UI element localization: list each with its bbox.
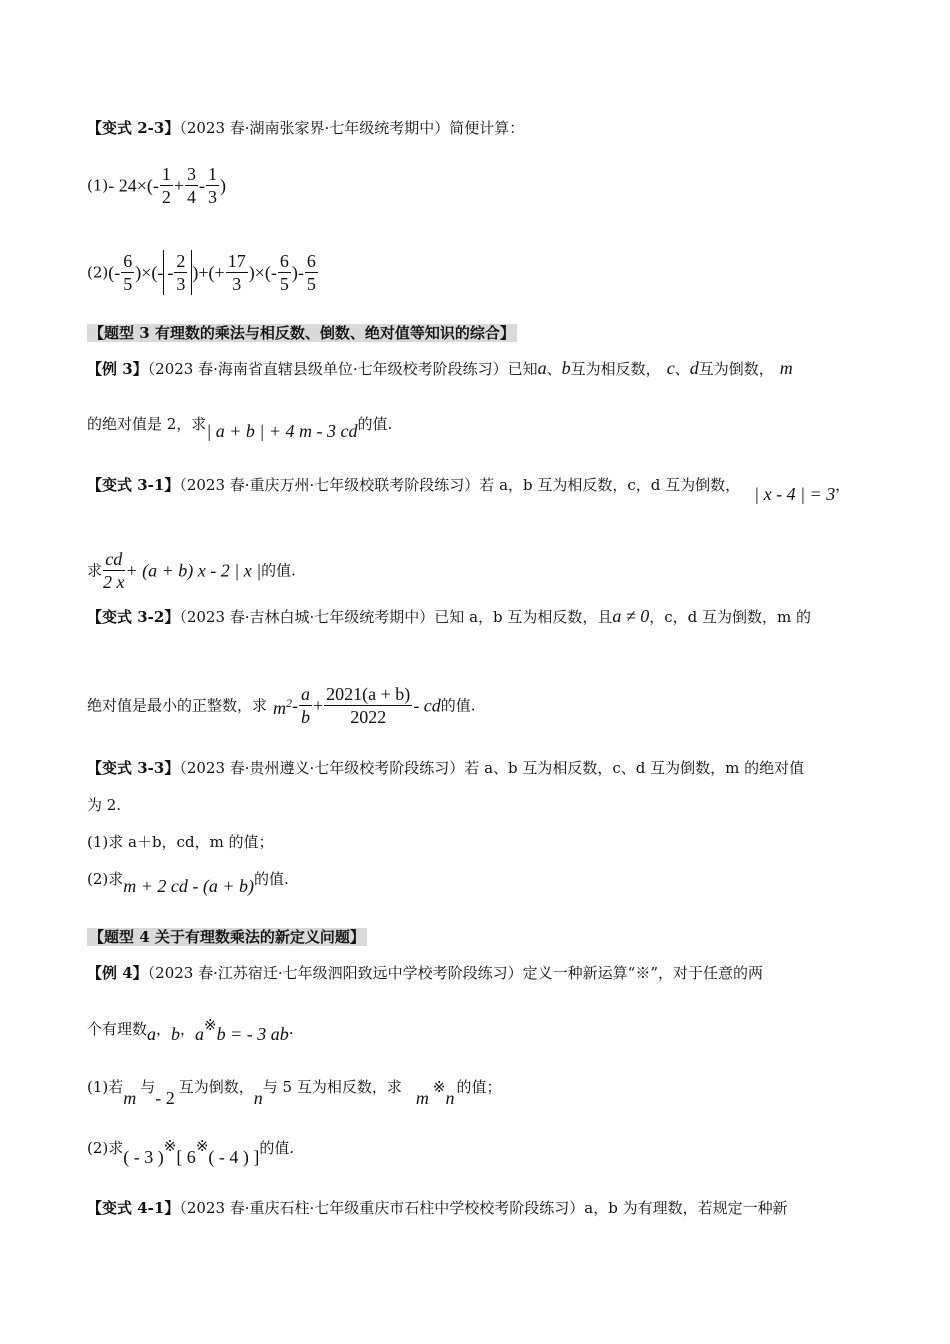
example-text: （2023 春·江苏宿迁·七年级泗阳致远中学校考阶段练习）定义一种新运算“※”，对于任意的两 [147, 964, 763, 982]
variant-tag: 【变式 3-3】 [87, 759, 180, 777]
plus-sign: + [173, 175, 185, 196]
variant-3-2-line-2 [87, 683, 476, 728]
operator-symbol: ※ [204, 1016, 217, 1034]
fraction-cd-2x: $\frac{cd}{2 x}$ [103, 549, 125, 592]
expr-prefix: - 24×(- [108, 175, 159, 196]
question-label: (2)求 [87, 1139, 124, 1157]
close-paren: ) [220, 175, 227, 196]
variant-tag: 【变式 3-2】 [87, 608, 180, 626]
section-title: 【题型 4 关于有理数乘法的新定义问题】 [89, 928, 365, 946]
question-label: (1) [87, 176, 109, 195]
absolute-value: - $\frac{2}{3}$ [163, 250, 192, 295]
fraction-2: $\frac{2}{3}$ [176, 251, 186, 294]
variant-3-3-line-1 [87, 758, 804, 778]
question-text-end: 的值. [254, 870, 289, 888]
question-text-end: 的值； [456, 1078, 502, 1096]
period: . [288, 1020, 294, 1038]
example-text-3: 互为倒数， [698, 360, 774, 378]
variant-text-end: 的值. [261, 561, 296, 580]
var-a: a [147, 1024, 157, 1044]
expr-mid-2: )+(+ [192, 262, 225, 283]
example-text: 个有理数 [87, 1020, 148, 1038]
fraction-1: $\frac{6}{5}$ [123, 251, 133, 294]
expression-tail: - cd [413, 695, 441, 716]
variant-tag: 【变式 4-1】 [87, 1199, 180, 1217]
variant-3-3-line-2: 为 2. [87, 796, 122, 814]
expr-part-1: ( - 3 ) [123, 1147, 164, 1167]
var-a: a [195, 1024, 205, 1044]
expr-part-2: [ 6 [176, 1147, 196, 1167]
var-b: b [171, 1024, 181, 1044]
variant-text: （2023 春·贵州遵义·七年级校考阶段练习）若 a、b 互为相反数，c、d 互为倒数，m 的绝对值 [179, 759, 805, 777]
variant-source: （2023 春·湖南张家界·七年级统考期中）简便计算： [179, 119, 525, 137]
variant-text-2: ，c，d 互为倒数，m 的 [649, 608, 812, 626]
variant-2-3-question-2 [87, 250, 319, 295]
example-tag: 【例 4】 [87, 964, 148, 982]
example-3-line-1 [87, 358, 793, 379]
section-title: 【题型 3 有理数的乘法与相反数、倒数、绝对值等知识的综合】 [89, 324, 515, 342]
expr-mid-3: )×(- [248, 262, 277, 283]
expr-open: (- [108, 262, 121, 283]
minus-sign: - [199, 175, 206, 196]
operator-symbol: ※ [195, 1137, 209, 1155]
fraction-4: $\frac{6}{5}$ [279, 251, 289, 294]
fraction-5: $\frac{6}{5}$ [306, 251, 316, 294]
separator: ， [180, 1020, 196, 1038]
variant-3-2-line-1 [87, 606, 811, 627]
example-text-end: 的值. [357, 415, 393, 433]
variant-3-3-question-2 [87, 868, 289, 896]
section-3-title [87, 323, 517, 343]
var-a: a [537, 358, 547, 378]
var-m: m [123, 1088, 137, 1108]
expression: m + 2 cd - (a + b) [123, 876, 255, 896]
question-text-end: 的值. [259, 1139, 295, 1157]
section-4-title [87, 927, 367, 947]
var-c: c [666, 358, 675, 378]
condition-expression: | x - 4 | = 3 [754, 484, 836, 504]
fraction-3: $\frac{1}{3}$ [208, 164, 218, 207]
operator-symbol: ※ [432, 1078, 446, 1096]
variant-2-3-heading [87, 118, 524, 138]
separator: 、 [546, 360, 562, 378]
example-3-line-2 [87, 413, 393, 441]
example-text: 的绝对值是 2，求 [87, 415, 207, 433]
operator-symbol: ※ [163, 1137, 177, 1155]
example-4-question-1 [87, 1076, 502, 1108]
example-4-line-1 [87, 963, 763, 983]
fraction-1: $\frac{1}{2}$ [161, 164, 171, 207]
fraction-2: $\frac{3}{4}$ [187, 164, 197, 207]
minus-sign: - [292, 695, 299, 716]
expr-mid-1: )×(- [135, 262, 164, 283]
question-label: (2)求 [87, 870, 124, 888]
expr-part-3: ( - 4 ) ] [208, 1147, 260, 1167]
variant-3-1-line-1 [87, 474, 851, 504]
variant-text: 绝对值是最小的正整数，求 [87, 696, 268, 715]
question-text-3: 与 5 互为相反数，求 [262, 1078, 402, 1096]
expr-mid-4: )- [291, 262, 304, 283]
question-label: (1)若 [87, 1078, 124, 1096]
example-text-2: 互为相反数， [570, 360, 661, 378]
expression: + (a + b) x - 2 | x | [125, 560, 262, 581]
variant-text-end: 的值. [440, 696, 476, 715]
variant-3-3-question-1: (1)求 a＋b，cd，m 的值； [87, 833, 274, 851]
variant-4-1-line-1 [87, 1198, 788, 1218]
expression: | a + b | + 4 m - 3 cd [206, 421, 358, 441]
example-4-question-2 [87, 1137, 295, 1167]
var-m: m [779, 358, 793, 378]
var-m: m [415, 1088, 429, 1108]
variant-2-3-question-1 [87, 163, 226, 208]
variant-text: 求 [87, 561, 103, 580]
variant-tag: 【变式 3-1】 [87, 476, 180, 494]
var-d: d [689, 358, 699, 378]
fraction-3: $\frac{17}{3}$ [227, 251, 246, 294]
separator: 、 [674, 360, 690, 378]
question-text-2: 互为倒数， [178, 1078, 254, 1096]
var-n: n [445, 1088, 455, 1108]
condition-expression: a ≠ 0 [612, 606, 650, 626]
variant-3-1-line-2 [87, 548, 296, 593]
question-text: 与 [140, 1078, 156, 1096]
separator: ， [835, 476, 851, 494]
variant-text: （2023 春·吉林白城·七年级统考期中）已知 a，b 互为相反数，且 [179, 608, 613, 626]
m-squared: $m^2$ [273, 696, 293, 718]
variant-text: （2023 春·重庆万州·七年级校联考阶段练习）若 a，b 互为相反数，c，d 互为倒数， [179, 476, 741, 494]
var-n: n [253, 1088, 263, 1108]
variant-text: （2023 春·重庆石柱·七年级重庆市石柱中学校校考阶段练习）a，b 为有理数，若规定一种新 [179, 1199, 788, 1217]
fraction-2021: $\frac{2021(a + b)}{2022}$ [326, 684, 411, 727]
plus-sign: + [313, 695, 324, 716]
separator: ， [156, 1020, 172, 1038]
var-b: b [561, 358, 571, 378]
value-minus-2: - 2 [155, 1088, 175, 1108]
fraction-a-b: $\frac{a}{b}$ [301, 684, 311, 727]
variant-tag: 【变式 2-3】 [87, 119, 180, 137]
example-tag: 【例 3】 [87, 360, 148, 378]
example-text: （2023 春·海南省直辖县级单位·七年级校考阶段练习）已知 [147, 360, 538, 378]
question-label: (2) [87, 263, 109, 282]
definition-expression: b = - 3 ab [216, 1024, 289, 1044]
example-4-line-2 [87, 1016, 294, 1044]
